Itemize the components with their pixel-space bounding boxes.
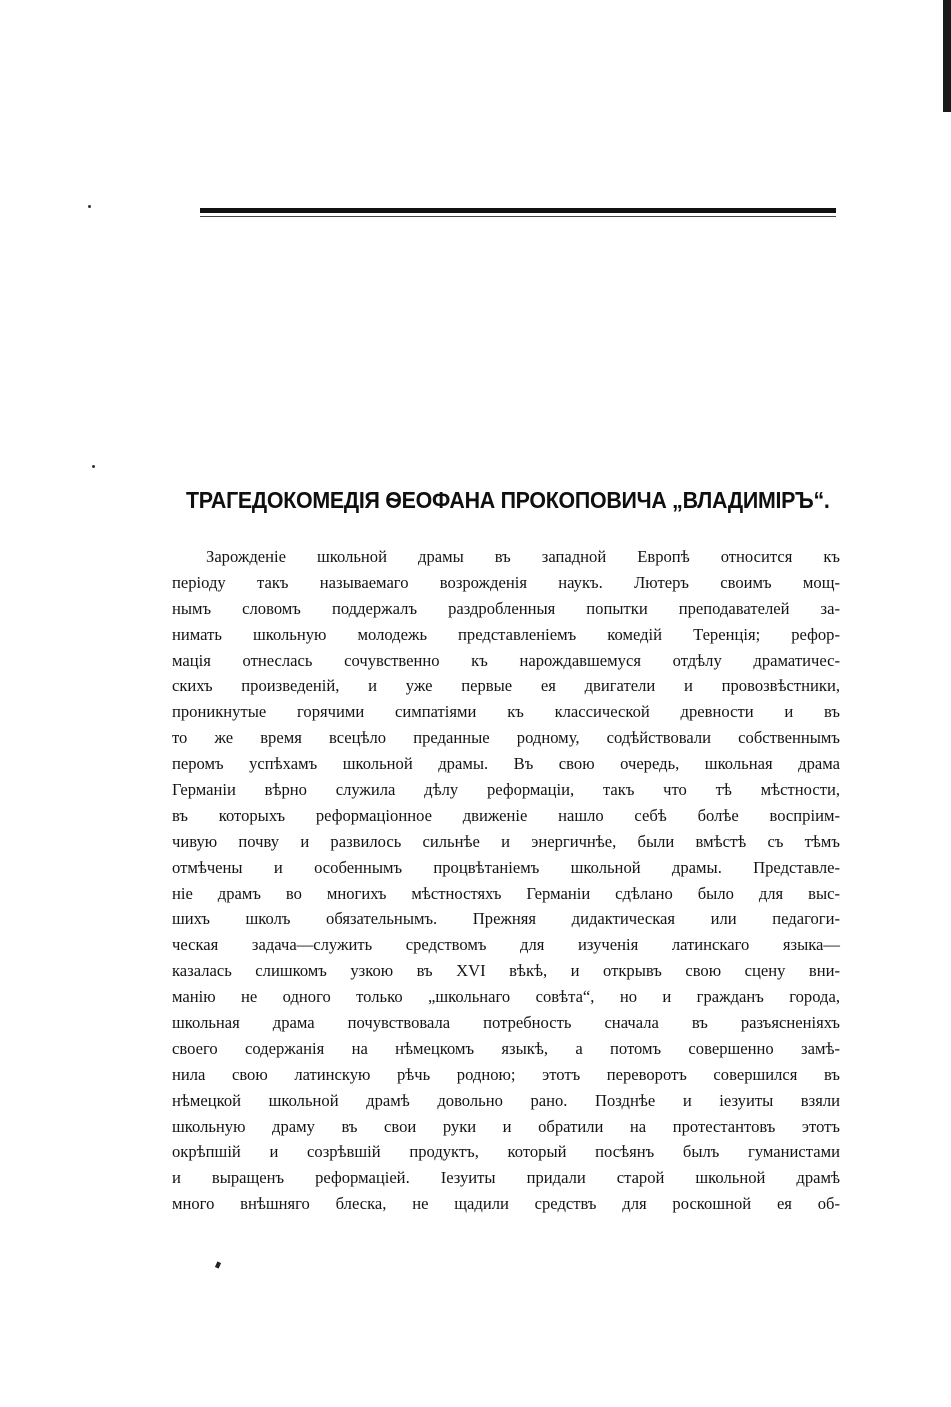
scan-speck: [92, 465, 95, 468]
body-line: нымъ словомъ поддержалъ раздробленныя попытки преподавателей за-: [172, 598, 840, 618]
body-line: и выращенъ реформаціей. Іезуиты придали старой школьной драмѣ: [172, 1168, 840, 1188]
body-line: шихъ школъ обязательнымъ. Прежняя дидактическая или педагоги-: [172, 909, 840, 929]
body-line: чивую почву и развилось сильнѣе и энергичнѣе, были вмѣстѣ съ тѣмъ: [172, 831, 840, 851]
header-rule: [200, 208, 836, 213]
article-title: ТРАГЕДОКОМЕДІЯ ѲЕОФАНА ПРОКОПОВИЧА „ВЛАДИМІРЪ“.: [186, 487, 830, 513]
body-line: мація отнеслась сочувственно къ нарождавшемуся отдѣлу драматичес-: [172, 650, 840, 670]
article-body: [172, 544, 840, 1217]
body-line: проникнутые горячими симпатіями къ классической древности и въ: [172, 702, 840, 722]
body-line: то же время всецѣло преданные родному, содѣйствовали собственнымъ: [172, 728, 840, 748]
scan-edge-mark: [943, 0, 951, 112]
body-line: нила свою латинскую рѣчь родною; этотъ переворотъ совершился въ: [172, 1064, 840, 1084]
body-line: нимать школьную молодежь представленіемъ комедій Теренція; рефор-: [172, 624, 840, 644]
body-line: ческая задача—служить средствомъ для изученія латинскаго языка—: [172, 935, 840, 955]
body-line: школьную драму въ свои руки и обратили на протестантовъ этотъ: [172, 1116, 840, 1136]
body-line: школьная драма почувствовала потребность сначала въ разъясненіяхъ: [172, 1013, 840, 1033]
scan-speck: [88, 205, 91, 208]
body-line: окрѣпшій и созрѣвшій продуктъ, который посѣянъ былъ гуманистами: [172, 1142, 840, 1162]
body-line: казалась слишкомъ узкою въ XVI вѣкѣ, и открывъ свою сцену вни-: [172, 961, 840, 981]
body-line: въ которыхъ реформаціонное движеніе нашло себѣ болѣе воспріим-: [172, 805, 840, 825]
body-line: манію не одного только „школьнаго совѣта“, но и гражданъ города,: [172, 987, 840, 1007]
body-line: нѣмецкой школьной драмѣ довольно рано. Позднѣе и іезуиты взяли: [172, 1090, 840, 1110]
body-line: скихъ произведеній, и уже первые ея двигатели и провозвѣстники,: [172, 676, 840, 696]
body-line: перомъ успѣхамъ школьной драмы. Въ свою очередь, школьная драма: [172, 754, 840, 774]
scan-ink-mark: [215, 1261, 221, 1268]
body-line: Зарожденіе школьной драмы въ западной Европѣ относится къ: [206, 547, 840, 566]
body-line: ніе драмъ во многихъ мѣстностяхъ Германіи сдѣлано было для выс-: [172, 883, 840, 903]
body-line: своего содержанія на нѣмецкомъ языкѣ, а потомъ совершенно замѣ-: [172, 1038, 840, 1058]
body-line: періоду такъ называемаго возрожденія наукъ. Лютеръ своимъ мощ-: [172, 572, 840, 592]
body-line: много внѣшняго блеска, не щадили средствъ для роскошной ея об-: [172, 1194, 840, 1214]
body-line: Германіи вѣрно служила дѣлу реформаціи, такъ что тѣ мѣстности,: [172, 780, 840, 800]
body-line: отмѣчены и особеннымъ процвѣтаніемъ школьной драмы. Представле-: [172, 857, 840, 877]
